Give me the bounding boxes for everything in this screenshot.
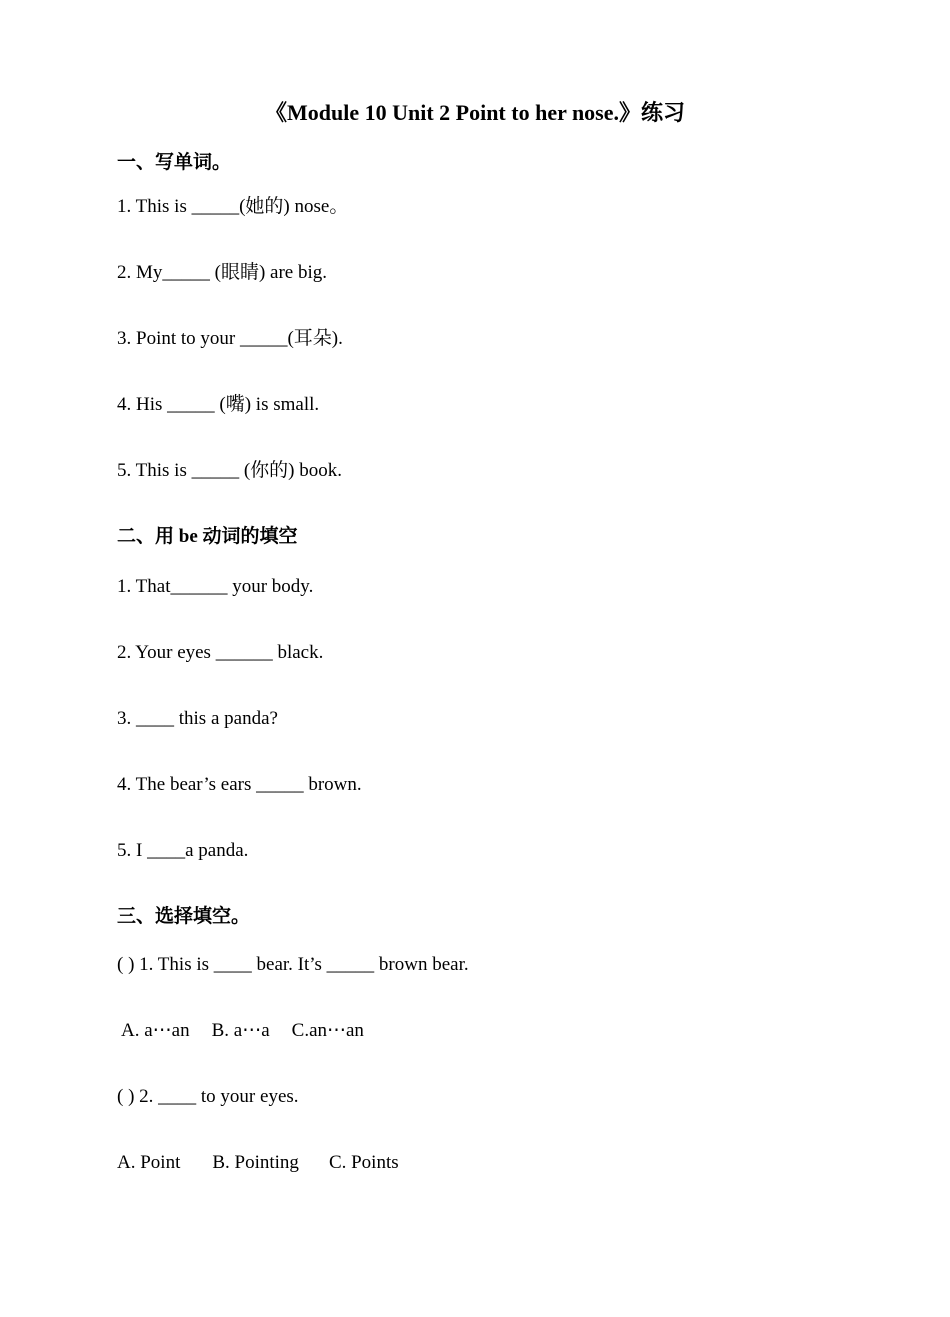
option-b: B. a⋯a (211, 1020, 270, 1041)
section3-question-2-options (117, 1150, 399, 1176)
section1-item-2: 2. My_____ (眼睛) are big. (117, 262, 328, 283)
option-a: A. Point (117, 1152, 181, 1173)
section1-heading: 一、写单词。 (117, 152, 232, 173)
section1-item-3: 3. Point to your _____(耳朵). (117, 328, 343, 349)
section2-item-3: 3. ____ this a panda? (117, 708, 278, 729)
option-a: A. a⋯an (121, 1020, 190, 1041)
section2-item-4: 4. The bear’s ears _____ brown. (117, 774, 362, 795)
section2-heading: 二、用 be 动词的填空 (117, 526, 298, 547)
section3-heading: 三、选择填空。 (117, 906, 251, 927)
section1-item-4: 4. His _____ (嘴) is small. (117, 394, 320, 415)
section2-item-5: 5. I ____a panda. (117, 840, 249, 861)
section3-question-1-options (121, 1018, 364, 1044)
section1-item-5: 5. This is _____ (你的) book. (117, 460, 343, 481)
section1-item-1: 1. This is _____(她的) nose。 (117, 196, 349, 217)
option-c: C.an⋯an (291, 1020, 364, 1041)
section2-item-2: 2. Your eyes ______ black. (117, 642, 324, 663)
worksheet-title: 《Module 10 Unit 2 Point to her nose.》练习 (264, 100, 686, 125)
section2-item-1: 1. That______ your body. (117, 576, 314, 597)
section3-question-1: ( ) 1. This is ____ bear. It’s _____ brown bear. (117, 954, 469, 975)
option-c: C. Points (328, 1152, 399, 1173)
option-b: B. Pointing (212, 1152, 299, 1173)
section3-question-2: ( ) 2. ____ to your eyes. (117, 1086, 299, 1107)
